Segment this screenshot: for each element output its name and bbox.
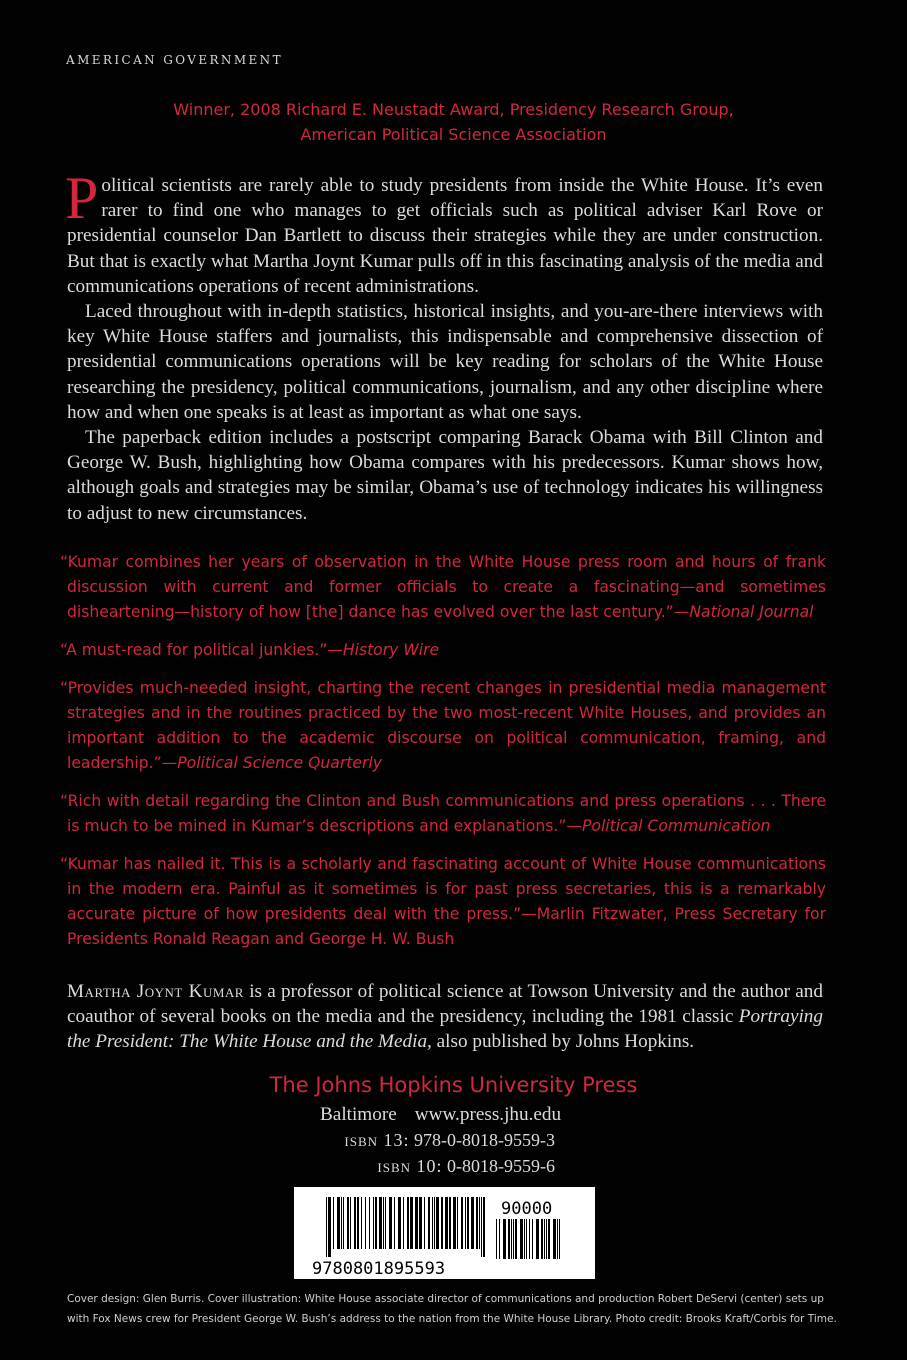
review-quote: “A must-read for political junkies.”—History Wire (60, 640, 440, 659)
cover-credits: Cover design: Glen Burris. Cover illustration: White House associate director of communications and production Robert DeServi (center) sets up with Fox News crew for President George W. Bush’s address to the nation from the White House Library. Photo credit: Brooks Kraft/Corbis for Time. (67, 1293, 837, 1325)
barcode-bar (436, 1197, 439, 1249)
barcode-bar (354, 1197, 356, 1249)
barcode-bar (471, 1197, 474, 1249)
barcode-bar (333, 1197, 334, 1249)
barcode-addon-bar (536, 1219, 539, 1259)
barcode-bar (341, 1197, 342, 1249)
barcode-addon-bar (532, 1219, 533, 1259)
quote-source: Political Science Quarterly (177, 754, 382, 773)
barcode-addon-bar (496, 1219, 497, 1259)
category-label: AMERICAN GOVERNMENT (66, 53, 283, 67)
barcode-addon-bar (524, 1219, 525, 1259)
publisher-name: The Johns Hopkins University Press (269, 1073, 638, 1097)
barcode-bar (375, 1197, 377, 1249)
author-name: Martha Joynt Kumar (67, 981, 244, 1002)
award-line-1: Winner, 2008 Richard E. Neustadt Award, Presidency Research Group, (173, 100, 734, 119)
isbn-13: isbn 13: 978-0-8018-9559-3 (344, 1130, 555, 1150)
barcode-addon-bar (546, 1219, 547, 1259)
barcode-bar (441, 1197, 443, 1249)
quote-source: History Wire (342, 640, 440, 659)
barcode-addon-bar (520, 1219, 523, 1259)
barcode-addon-bar (511, 1219, 512, 1259)
barcode-bar (415, 1197, 418, 1249)
barcode-bar (457, 1197, 458, 1249)
quote-source: National Journal (689, 603, 814, 622)
barcode-addon-bar (559, 1219, 560, 1259)
drop-cap: P (65, 165, 99, 231)
review-quote: “Rich with detail regarding the Clinton and Bush communications and press operations . . . There is much to be mined in Kumar’s descriptions and explanations.”—Political Communication (60, 791, 826, 835)
barcode-addon-bar (544, 1219, 545, 1259)
barcode-bar (410, 1197, 413, 1249)
barcode-bar (343, 1197, 344, 1249)
barcode-bar (398, 1197, 401, 1249)
publisher-location (320, 1104, 561, 1126)
barcode-bar (328, 1197, 331, 1257)
barcode-bar (361, 1197, 362, 1249)
barcode-bar (403, 1197, 404, 1249)
barcode-bar (369, 1197, 370, 1249)
barcode-bar (350, 1197, 351, 1249)
barcode-bar (479, 1197, 480, 1249)
barcode-bar (453, 1197, 456, 1249)
barcode-bar (428, 1197, 430, 1249)
book-title: Portraying the President: The White House and the Media, (67, 1006, 823, 1053)
author-bio: Martha Joynt Kumar is a professor of political science at Towson University and the author and coauthor of several books on the media and the presidency, including the 1981 classic Portraying the President: The White House and the Media, also published by Johns Hopkins. (67, 981, 823, 1053)
barcode-bar (419, 1197, 422, 1249)
barcode-bar (373, 1197, 374, 1249)
barcode-addon-bar (503, 1219, 506, 1259)
barcode-bar (389, 1197, 392, 1249)
award-notice (0, 97, 907, 147)
barcode-number: 9780801895593 (312, 1259, 446, 1279)
barcode-addon-bar (529, 1219, 530, 1259)
barcode-bar (383, 1197, 384, 1249)
barcode-addon-bar (513, 1219, 514, 1259)
barcode-bar (385, 1197, 386, 1249)
barcode-bar (365, 1197, 366, 1249)
barcode (294, 1187, 595, 1279)
barcode-bar (424, 1197, 425, 1249)
award-line-2: American Political Science Association (300, 125, 607, 144)
barcode-addon-bar (508, 1219, 510, 1259)
barcode-bar (326, 1197, 327, 1257)
barcode-bar (347, 1197, 349, 1249)
barcode-addon-bar (548, 1219, 550, 1259)
barcode-addon-bar (526, 1219, 527, 1259)
barcode-addon-bar (499, 1219, 500, 1259)
barcode-addon-bar (553, 1219, 556, 1259)
barcode-bar (394, 1197, 395, 1249)
barcode-bar (467, 1197, 469, 1249)
review-quotes (60, 550, 826, 965)
barcode-bar (432, 1197, 433, 1249)
description-paragraph-1 (65, 165, 823, 299)
barcode-bar (445, 1197, 448, 1249)
barcode-addon-bar (557, 1219, 558, 1259)
barcode-bar (407, 1197, 409, 1249)
isbn-10: isbn 10: 0-8018-9559-6 (377, 1156, 555, 1176)
description-paragraph-3: The paperback edition includes a postscript comparing Barack Obama with Bill Clinton and George W. Bush, highlighting how Obama compares with his predecessors. Kumar shows how, although goals and strategies may be similar, Obama’s use of technology indicates his willingness to adjust to new circumstances. (67, 427, 823, 524)
barcode-bar (476, 1197, 478, 1249)
barcode-bar (337, 1197, 340, 1249)
barcode-bar (465, 1197, 466, 1249)
quote-source: Political Communication (582, 816, 771, 835)
review-quote: “Provides much-needed insight, charting the recent changes in presidential media management strategies and in the routines practiced by the two most-recent White Houses, and provides an important addition to the academic discourse on political communication, framing, and leadership.”—Political Science Quarterly (60, 678, 826, 773)
barcode-bar (483, 1197, 485, 1257)
publisher-city: Baltimore (320, 1104, 397, 1125)
publisher-url: www.press.jhu.edu (414, 1104, 562, 1125)
barcode-bar (434, 1197, 435, 1249)
barcode-addon-bar (515, 1219, 517, 1259)
barcode-graphic (294, 1187, 595, 1279)
barcode-bar (481, 1197, 482, 1257)
book-description (65, 165, 823, 526)
barcode-addon-number: 90000 (501, 1199, 553, 1219)
barcode-bar (357, 1197, 359, 1249)
barcode-bar (379, 1197, 382, 1249)
barcode-addon-bar (541, 1219, 543, 1259)
barcode-bar (461, 1197, 463, 1249)
review-quote: “Kumar has nailed it. This is a scholarly and fascinating account of White House communications in the modern era. Painful as it sometimes is for past press secretaries, this is a remarkably accurate picture of how presidents deal with the press.”—Marlin Fitzwater, Press Secretary for Presidents Ronald Reagan and George H. W. Bush (60, 854, 826, 948)
description-text-1: olitical scientists are rarely able to study presidents from inside the White House. It’s even rarer to find one who manages to get officials such as political adviser Karl Rove or presidential counselor Dan Bartlett to discuss their strategies while they are under construction. But that is exactly what Martha Joynt Kumar pulls off in this fascinating analysis of the media and communications operations of recent administrations. (67, 175, 823, 297)
review-quote: “Kumar combines her years of observation in the White House press room and hours of frank discussion with current and former officials to create a fascinating—and sometimes disheartening—history of how [the] dance has evolved over the last century.”—National Journal (60, 553, 826, 622)
barcode-bar (449, 1197, 451, 1249)
description-paragraph-2: Laced throughout with in-depth statistics, historical insights, and you-are-there interviews with key White House staffers and journalists, this indispensable and comprehensive dissection of presidential communications operations will be key reading for scholars of the White House researching the presidency, political communications, journalism, and any other discipline where how and when one speaks is at least as important as what one says. (67, 301, 823, 423)
